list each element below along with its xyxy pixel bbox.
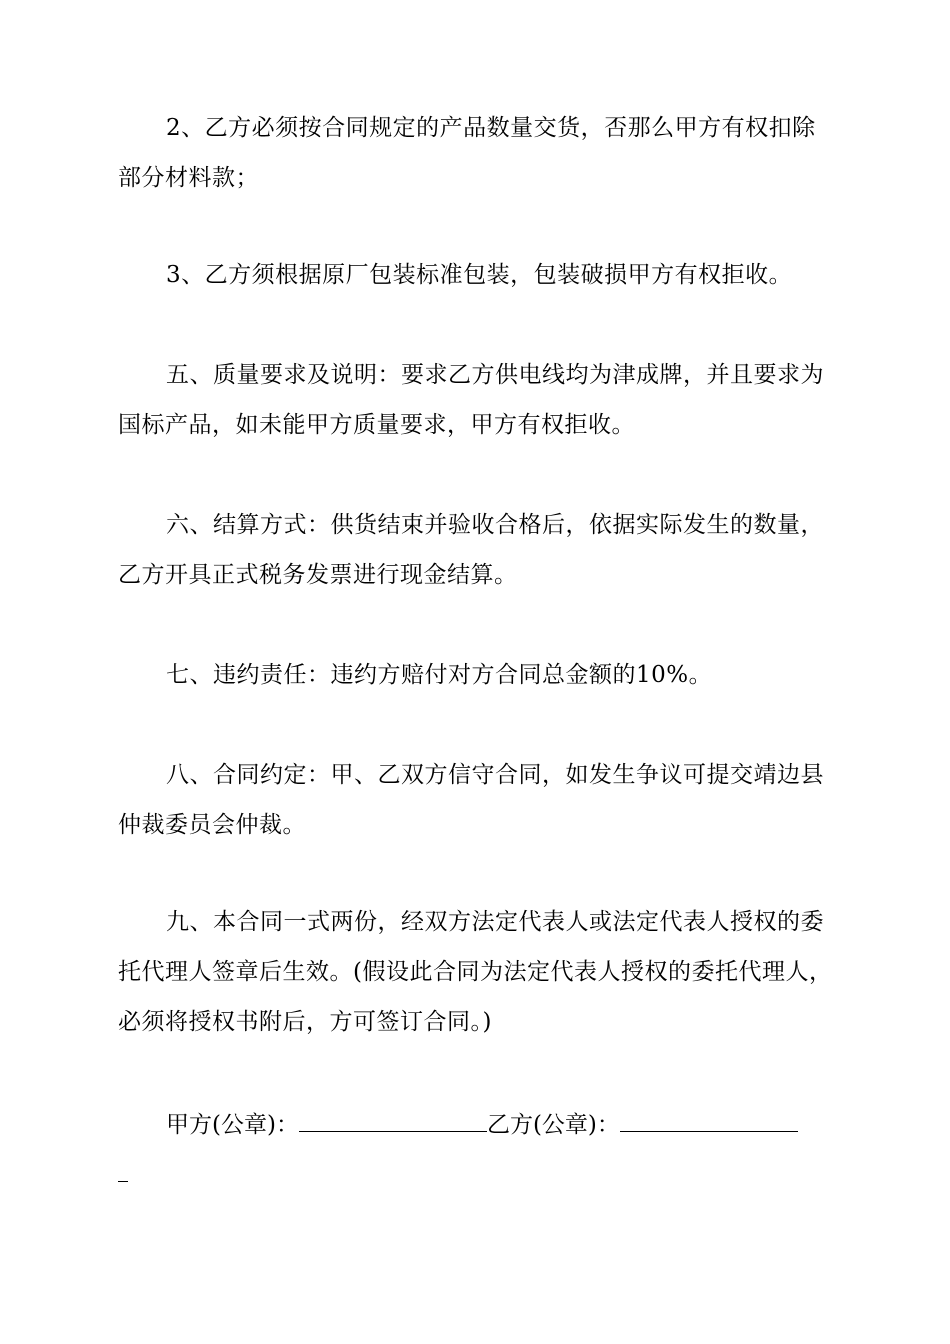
signature-row [166, 1100, 846, 1150]
party-b-label: 乙方(公章)： [486, 1112, 620, 1138]
clause-quality: 五、质量要求及说明：要求乙方供电线均为津成牌，并且要求为国标产品，如未能甲方质量要求，甲方有权拒收。 [118, 362, 824, 438]
clause-effect: 九、本合同一式两份，经双方法定代表人或法定代表人授权的委托代理人签章后生效。(假设此合同为法定代表人授权的委托代理人，必须将授权书附后，方可签订合同。) [118, 909, 833, 1035]
clause-agreement: 八、合同约定：甲、乙双方信守合同，如发生争议可提交靖边县仲裁委员会仲裁。 [118, 762, 824, 838]
clause-breach: 七、违约责任：违约方赔付对方合同总金额的10%。 [166, 662, 713, 688]
clause-settlement: 六、结算方式：供货结束并验收合格后，依据实际发生的数量，乙方开具正式税务发票进行现金结算。 [118, 512, 824, 588]
underline-continuation [118, 1181, 128, 1182]
party-b-signature-blank[interactable] [620, 1101, 798, 1132]
clause-packaging: 3、乙方须根据原厂包装标准包装，包装破损甲方有权拒收。 [166, 262, 793, 288]
clause-quantity: 2、乙方必须按合同规定的产品数量交货，否那么甲方有权扣除部分材料款； [118, 115, 816, 191]
party-a-label: 甲方(公章)： [166, 1112, 299, 1138]
party-a-signature-blank[interactable] [299, 1101, 487, 1132]
